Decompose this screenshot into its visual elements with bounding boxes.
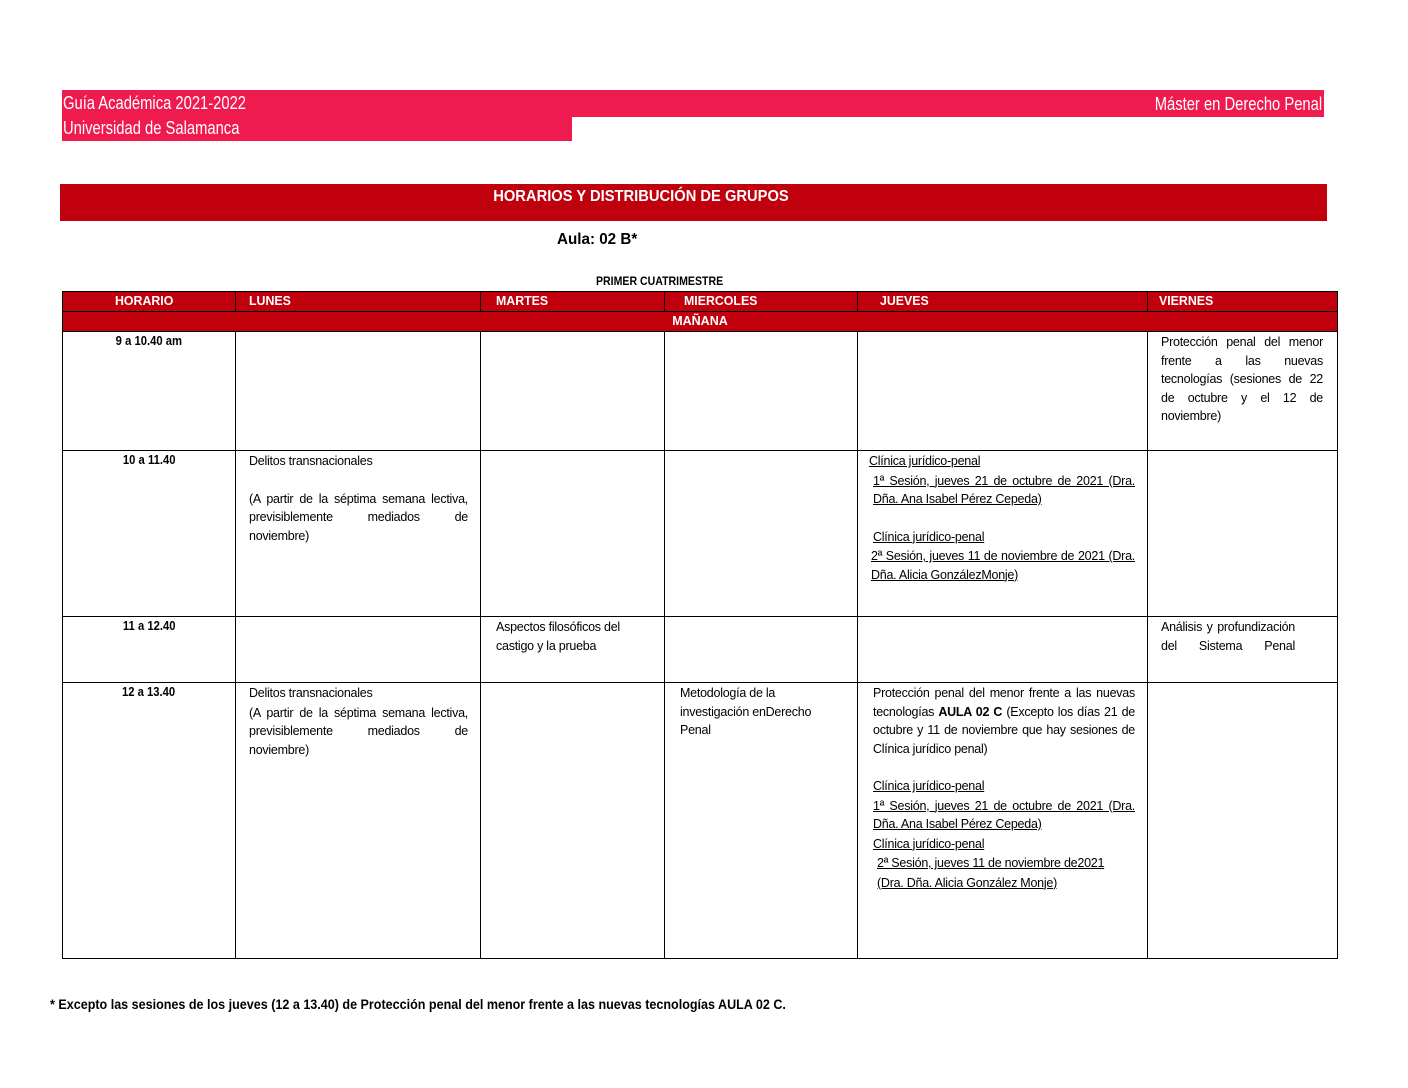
header-band	[62, 90, 1324, 117]
course-text: Aspectos filosóficos del castigo y la prueba	[496, 620, 620, 653]
cell-lunes	[236, 451, 481, 617]
col-jueves: JUEVES	[858, 292, 1148, 312]
hour-cell: 12 a 13.40	[63, 683, 236, 959]
section-row	[63, 312, 1338, 332]
cell-miercoles	[665, 683, 858, 959]
cell-viernes	[1148, 332, 1338, 451]
course-text: Análisis y profundización del Sistema Penal	[1161, 620, 1295, 653]
cell-viernes	[1148, 617, 1338, 683]
hour-cell: 9 a 10.40 am	[63, 332, 236, 451]
cell-miercoles	[665, 617, 858, 683]
cuatrimestre-label: PRIMER CUATRIMESTRE	[596, 274, 724, 288]
session-detail: 2ª Sesión, jueves 11 de noviembre de 2021 (Dra. Dña. Alicia GonzálezMonje)	[871, 549, 1135, 582]
aula-label: Aula: 02 B*	[557, 231, 638, 248]
cell-martes	[481, 332, 665, 451]
cell-jueves	[858, 451, 1148, 617]
cell-viernes	[1148, 451, 1338, 617]
hour-cell: 11 a 12.40	[63, 617, 236, 683]
cell-lunes	[236, 617, 481, 683]
col-martes: MARTES	[481, 292, 665, 312]
course-name: Clínica jurídico-penal	[869, 454, 981, 468]
cell-martes	[481, 617, 665, 683]
course-note: (A partir de la séptima semana lectiva, previsiblemente mediados de noviembre)	[249, 705, 468, 757]
table-header-row	[63, 292, 1338, 312]
aula-tag: AULA 02 C	[938, 704, 1003, 719]
course-note: (A partir de la séptima semana lectiva, previsiblemente mediados de noviembre)	[249, 491, 468, 543]
session-detail: (Dra. Dña. Alicia González Monje)	[877, 875, 1058, 890]
program-name: Máster en Derecho Penal	[1154, 94, 1322, 114]
course-text: Metodología de la investigación enDerecho Penal	[680, 686, 812, 737]
table-row	[63, 683, 1338, 959]
course-text: Protección penal del menor frente a las nuevas tecnologías (sesiones de 22 de octubre y el 12 de noviembre)	[1161, 335, 1323, 423]
cell-jueves	[858, 683, 1148, 959]
footnote: * Excepto las sesiones de los jueves (12 a 13.40) de Protección penal del menor frente a las nuevas tecnologías AULA 02 C.	[50, 997, 786, 1012]
col-lunes: LUNES	[236, 292, 481, 312]
col-viernes: VIERNES	[1148, 292, 1338, 312]
schedule-table	[62, 291, 1338, 959]
course-text: Protección penal del menor frente a las nuevas tecnologías AULA 02 C (Excepto los días 21 de octubre y 11 de noviembre que hay sesiones de Clínica jurídico penal)	[873, 686, 1135, 756]
course-name: Clínica jurídico-penal	[873, 779, 985, 793]
course-name: Clínica jurídico-penal	[873, 836, 985, 851]
cell-jueves	[858, 332, 1148, 451]
table-row	[63, 617, 1338, 683]
hour-cell: 10 a 11.40	[63, 451, 236, 617]
session-detail: 2ª Sesión, jueves 11 de noviembre de2021	[877, 856, 1105, 870]
session-detail: 1ª Sesión, jueves 21 de octubre de 2021 (Dra. Dña. Ana Isabel Pérez Cepeda)	[873, 798, 1135, 831]
course-name: Delitos transnacionales	[249, 686, 373, 700]
table-row	[63, 332, 1338, 451]
cell-martes	[481, 451, 665, 617]
guide-title: Guía Académica 2021-2022	[63, 93, 246, 113]
cell-martes	[481, 683, 665, 959]
cell-viernes	[1148, 683, 1338, 959]
cell-lunes	[236, 683, 481, 959]
table-row	[63, 451, 1338, 617]
university-name: Universidad de Salamanca	[63, 118, 240, 138]
cell-miercoles	[665, 332, 858, 451]
cell-miercoles	[665, 451, 858, 617]
course-name: Delitos transnacionales	[249, 454, 373, 468]
course-name: Clínica jurídico-penal	[873, 529, 985, 544]
cell-lunes	[236, 332, 481, 451]
col-miercoles: MIERCOLES	[665, 292, 858, 312]
col-horario: HORARIO	[63, 292, 236, 312]
page-title: HORARIOS Y DISTRIBUCIÓN DE GRUPOS	[493, 188, 789, 205]
section-label: MAÑANA	[63, 312, 1338, 332]
session-detail: 1ª Sesión, jueves 21 de octubre de 2021 (Dra. Dña. Ana Isabel Pérez Cepeda)	[873, 473, 1135, 506]
cell-jueves	[858, 617, 1148, 683]
